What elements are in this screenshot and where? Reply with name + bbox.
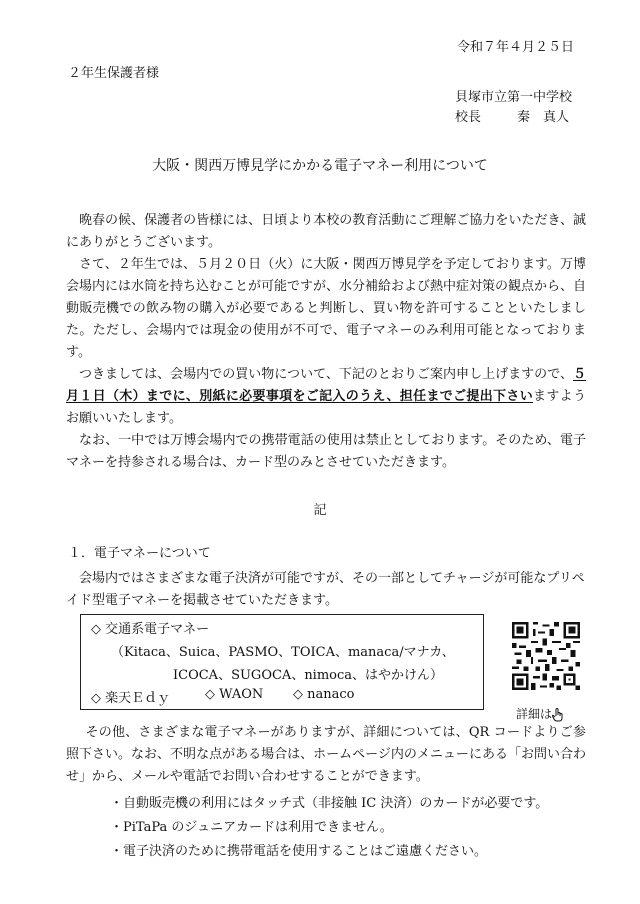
transit-cards-line1: （Kitaca、Suica、PASMO、TOICA、manaca/マナカ、 bbox=[111, 645, 455, 660]
qr-caption bbox=[516, 706, 564, 722]
transit-cards-line2: ICOCA、SUGOCA、nimoca、はやかけん） bbox=[173, 668, 444, 683]
body-text bbox=[66, 210, 586, 474]
note-pitapa: ・PiTaPa のジュニアカードは利用できません。 bbox=[110, 820, 393, 835]
deadline-notice: ５月１日（木）までに、別紙に必要事項をご記入のうえ、担任までご提出下さい bbox=[66, 367, 586, 404]
section-heading: １．電子マネーについて bbox=[68, 546, 211, 561]
issue-date: 令和７年４月２５日 bbox=[456, 40, 574, 55]
note-no-phone: ・電子決済のために携帯電話を使用することはご遠慮ください。 bbox=[110, 844, 488, 859]
paragraph-phone-policy: なお、一中では万博会場内での携帯電話の使用は禁止としております。そのため、電子マネーを持参される場合は、カード型のみとさせていただきます。 bbox=[66, 433, 586, 470]
principal-title: 校長 bbox=[454, 110, 481, 125]
notes-list bbox=[110, 792, 548, 864]
nanaco-item: ◇ nanaco bbox=[293, 687, 355, 702]
note-contactless: ・自動販売機の利用にはタッチ式（非接触 IC 決済）のカードが必要です。 bbox=[110, 796, 549, 811]
other-emoney-text: その他、さまざまな電子マネーがありますが、詳細については、QR コードよりご参照下さい。なお、不明な点がある場合は、ホームページ内のメニューにある「お問い合わせ」から、メールや電話でお問い合わせすることができます。 bbox=[66, 725, 586, 784]
edy-item: ◇ 楽天Ｅｄｙ bbox=[91, 691, 171, 706]
principal-name: 秦 真人 bbox=[516, 110, 569, 125]
section-intro-text: 会場内ではさまざまな電子決済が可能ですが、その一部としてチャージが可能なプリペイド型電子マネーを掲載させていただきます。 bbox=[66, 571, 585, 608]
school-name: 貝塚市立第一中学校 bbox=[454, 90, 572, 105]
paragraph-request bbox=[66, 364, 586, 430]
recipient: ２年生保護者様 bbox=[68, 66, 160, 81]
qr-code-icon[interactable] bbox=[512, 622, 580, 690]
emoney-list-box bbox=[80, 614, 484, 710]
waon-item: ◇ WAON bbox=[205, 687, 264, 702]
section-intro bbox=[66, 568, 586, 612]
ki-mark: 記 bbox=[313, 503, 327, 518]
pointing-hand-icon bbox=[552, 708, 564, 722]
qr-caption-text: 詳細は bbox=[516, 707, 553, 721]
transit-emoney-label: ◇ 交通系電子マネー bbox=[91, 622, 210, 637]
other-emoney-note bbox=[66, 722, 586, 788]
request-text-pre: つきましては、会場内での買い物について、下記のとおりご案内申し上げますので、 bbox=[79, 367, 573, 382]
request-text-post: ますようお願いいたします。 bbox=[66, 389, 586, 426]
sender-block bbox=[455, 88, 572, 128]
paragraph-greeting: 晩春の候、保護者の皆様には、日頃より本校の教育活動にご理解ご協力をいただき、誠にありがとうございます。 bbox=[66, 213, 586, 250]
paragraph-plan: さて、２年生では、５月２０日（火）に大阪・関西万博見学を予定しております。万博会場内には水筒を持ち込むことが可能ですが、水分補給および熱中症対策の観点から、自動販売機での飲み物の購入が必要であると判断し、買い物を許可することといたしました。ただし、会場内では現金の使用が不可で、電子マネーのみ利用可能となっております。 bbox=[66, 257, 587, 360]
principal-line bbox=[455, 108, 572, 128]
document-title: 大阪・関西万博見学にかかる電子マネー利用について bbox=[152, 158, 488, 174]
